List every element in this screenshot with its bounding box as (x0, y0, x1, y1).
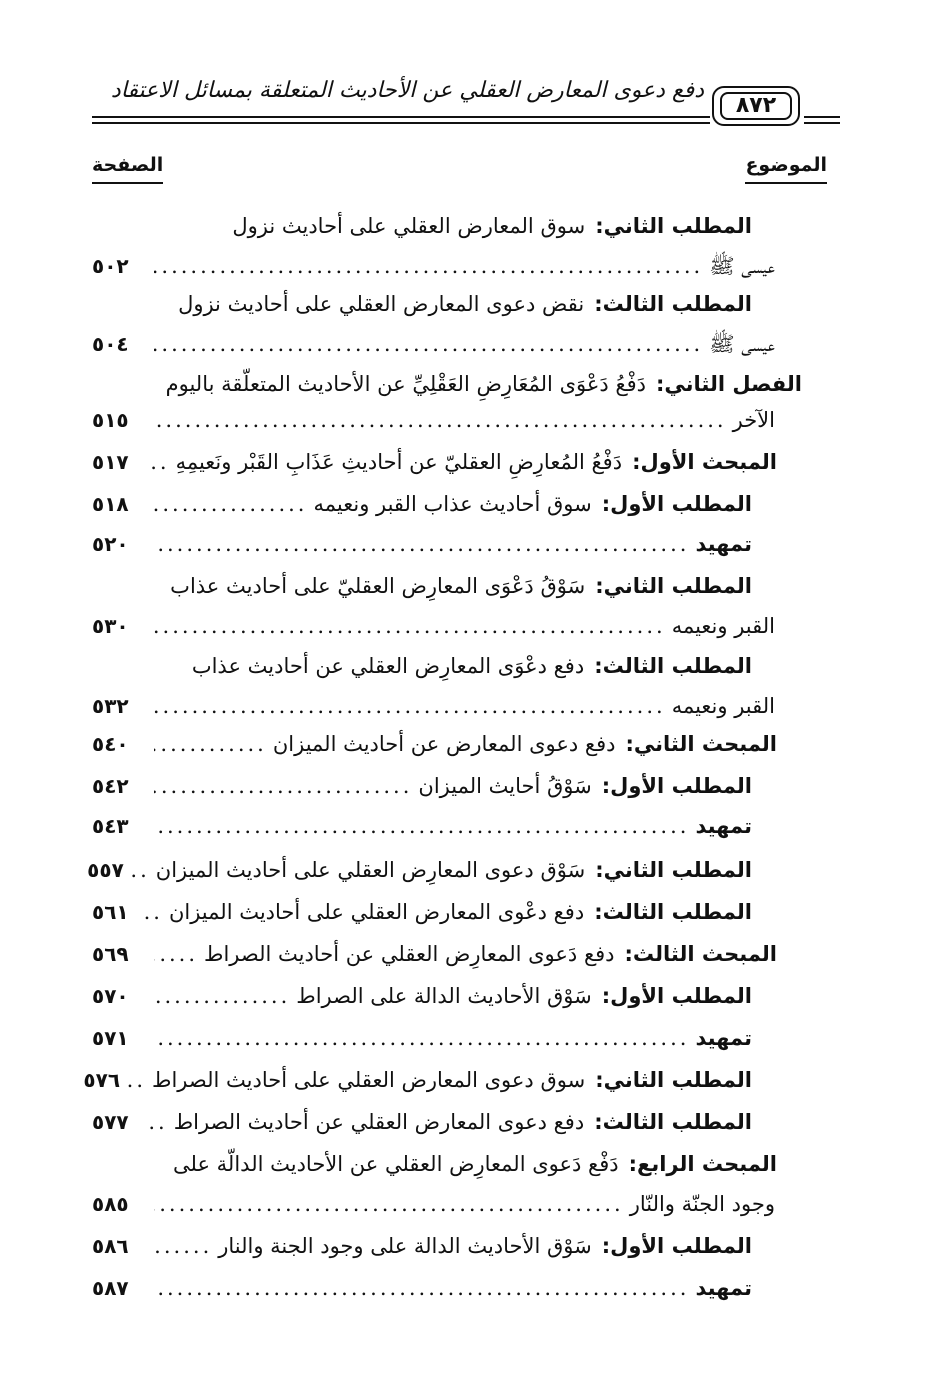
toc-text: سوق أحاديث عذاب القبر ونعيمه (313, 492, 592, 516)
leader-dots (154, 976, 290, 1016)
toc-text: سَوْقُ دَعْوَى المعارِض العقليّ على أحاديث عذاب (170, 574, 586, 598)
toc-line (87, 850, 752, 890)
toc-text: دفع دعوى المعارض عن أحاديث الميزان (272, 732, 616, 756)
page-ref: ٥٦٩ (92, 942, 129, 966)
toc-label: المبحث الأول: (632, 450, 777, 474)
toc-line (92, 1226, 752, 1266)
toc-label: المطلب الثالث: (594, 1110, 752, 1134)
page-ref: ٥٠٢ (92, 254, 129, 278)
toc-text: سَوْق دعوى المعارِض العقلي على أحاديث الميزان (155, 858, 586, 882)
leader-dots (126, 1060, 146, 1100)
leader-dots (154, 766, 412, 806)
page-ref: ٥٥٧ (87, 858, 124, 882)
toc-line (92, 806, 752, 846)
toc-line (92, 724, 777, 764)
page-ref: ٥٣٠ (92, 614, 129, 638)
column-heading-topic: الموضوع (745, 150, 827, 184)
toc-text: القبر ونعيمه (671, 614, 775, 638)
leader-dots (154, 724, 267, 764)
toc-text: عيسى ﷺ (709, 254, 775, 278)
leader-dots (154, 1268, 689, 1308)
book-title: دفع دعوى المعارض العقلي عن الأحاديث المتعلقة بمسائل الاعتقاد (110, 78, 704, 103)
toc-line (173, 1144, 777, 1184)
toc-label: المطلب الثالث: (594, 900, 752, 924)
page-ref: ٥٧٧ (92, 1110, 129, 1134)
leader-dots (143, 892, 163, 932)
toc-line (92, 1184, 785, 1224)
toc-line (92, 484, 752, 524)
toc-line (92, 1018, 752, 1058)
toc-label: المبحث الثالث: (624, 942, 777, 966)
toc-text: دَفْعُ دَعْوَى المُعَارِضِ العَقْلِيِّ عن الأحاديث المتعلّقة باليوم (165, 372, 646, 396)
toc-line (232, 206, 752, 246)
toc-label: تمهيد (695, 814, 752, 838)
toc-text: سوق المعارض العقلي على أحاديث نزول (232, 214, 586, 238)
toc-text: دفع دعْوى المعارض العقلي على أحاديث الميزان (168, 900, 585, 924)
toc-label: المطلب الأول: (601, 774, 752, 798)
toc-label: المطلب الأول: (601, 984, 752, 1008)
toc-text: سوق دعوى المعارض العقلي على أحاديث الصراط (152, 1068, 586, 1092)
page-ref: ٥٧٦ (83, 1068, 121, 1092)
leader-dots (154, 606, 666, 646)
toc-label: المطلب الثالث: (594, 292, 752, 316)
toc-label: المطلب الثالث: (594, 654, 752, 678)
toc-text: نقض دعوى المعارض العقلي على أحاديث نزول (178, 292, 585, 316)
toc-text: دَفْعُ المُعارِضِ العقليّ عن أحاديثِ عَذَابِ القَبْر ونَعيمِهِ (175, 450, 623, 474)
toc-line (92, 1102, 752, 1142)
leader-dots (154, 400, 727, 440)
leader-dots (154, 806, 689, 846)
toc-line (170, 566, 752, 606)
page-ref: ٥٠٤ (92, 332, 129, 356)
toc-line (192, 646, 752, 686)
toc-text: وجود الجنّة والنّار (629, 1192, 775, 1216)
toc-line (92, 606, 785, 646)
toc-line (92, 442, 777, 482)
toc-text: دفع دَعوى المعارِض العقلي عن أحاديث الصراط (204, 942, 615, 966)
toc-line (92, 686, 785, 726)
toc-text: سَوْقُ أحايث الميزان (418, 774, 592, 798)
page-ref: ٥٨٦ (92, 1234, 129, 1258)
toc-label: تمهيد (695, 532, 752, 556)
page-ref: ٥١٥ (92, 408, 129, 432)
page-ref: ٥٧١ (92, 1026, 129, 1050)
toc-text: سَوْق الأحاديث الدالة على الصراط (296, 984, 592, 1008)
page-ref: ٥٨٧ (92, 1276, 129, 1300)
page-ref: ٥٣٢ (92, 694, 129, 718)
leader-dots (150, 442, 170, 482)
toc-line (92, 976, 752, 1016)
leader-dots (154, 686, 666, 726)
toc-line (83, 1060, 752, 1100)
toc-line (92, 934, 777, 974)
toc-text: عيسى ﷺ (709, 332, 775, 356)
toc-text: دَفْع دَعوى المعارِض العقلي عن الأحاديث الدالّة على (173, 1152, 619, 1176)
toc-label: المبحث الثاني: (625, 732, 777, 756)
toc-text: الآخر (732, 408, 775, 432)
toc-label: المطلب الثاني: (595, 574, 752, 598)
toc-label: تمهيد (695, 1026, 752, 1050)
toc-label: تمهيد (695, 1276, 752, 1300)
page-ref: ٥١٨ (92, 492, 129, 516)
leader-dots (154, 934, 198, 974)
page-ref: ٥٤٠ (92, 732, 129, 756)
leader-dots (154, 1226, 212, 1266)
toc-line (92, 892, 752, 932)
leader-dots (154, 1184, 624, 1224)
page-ref: ٥٤٢ (92, 774, 129, 798)
column-heading-page: الصفحة (92, 150, 163, 184)
toc-text: القبر ونعيمه (671, 694, 775, 718)
toc-line (92, 400, 785, 440)
toc-label: الفصل الثاني: (655, 372, 802, 396)
toc-line (92, 1268, 752, 1308)
toc-line (166, 364, 802, 404)
leader-dots (154, 524, 689, 564)
toc-line (92, 324, 785, 364)
toc-line (92, 246, 785, 286)
toc-line (178, 284, 752, 324)
leader-dots (154, 246, 703, 286)
toc-label: المطلب الثاني: (595, 858, 752, 882)
page-number: ٨٧٢ (720, 92, 792, 120)
toc-line (92, 524, 752, 564)
leader-dots (130, 850, 150, 890)
toc-label: المطلب الأول: (601, 492, 752, 516)
toc-label: المطلب الثاني: (595, 1068, 752, 1092)
toc-label: المطلب الأول: (601, 1234, 752, 1258)
toc-line (92, 766, 752, 806)
leader-dots (154, 1018, 689, 1058)
page-ref: ٥٧٠ (92, 984, 129, 1008)
toc-text: دفع دعْوَى المعارِض العقلي عن أحاديث عذاب (191, 654, 585, 678)
toc-text: دفع دعوى المعارض العقلي عن أحاديث الصراط (173, 1110, 585, 1134)
leader-dots (154, 484, 307, 524)
toc-text: سَوْق الأحاديث الدالة على وجود الجنة والنار (218, 1234, 592, 1258)
page-ref: ٥٨٥ (92, 1192, 129, 1216)
page-ref: ٥٢٠ (92, 532, 129, 556)
toc-label: المطلب الثاني: (595, 214, 752, 238)
page-ref: ٥٦١ (92, 900, 129, 924)
toc-label: المبحث الرابع: (628, 1152, 777, 1176)
leader-dots (154, 324, 703, 364)
page-ref: ٥٤٣ (92, 814, 129, 838)
page-ref: ٥١٧ (92, 450, 129, 474)
leader-dots (148, 1102, 168, 1142)
